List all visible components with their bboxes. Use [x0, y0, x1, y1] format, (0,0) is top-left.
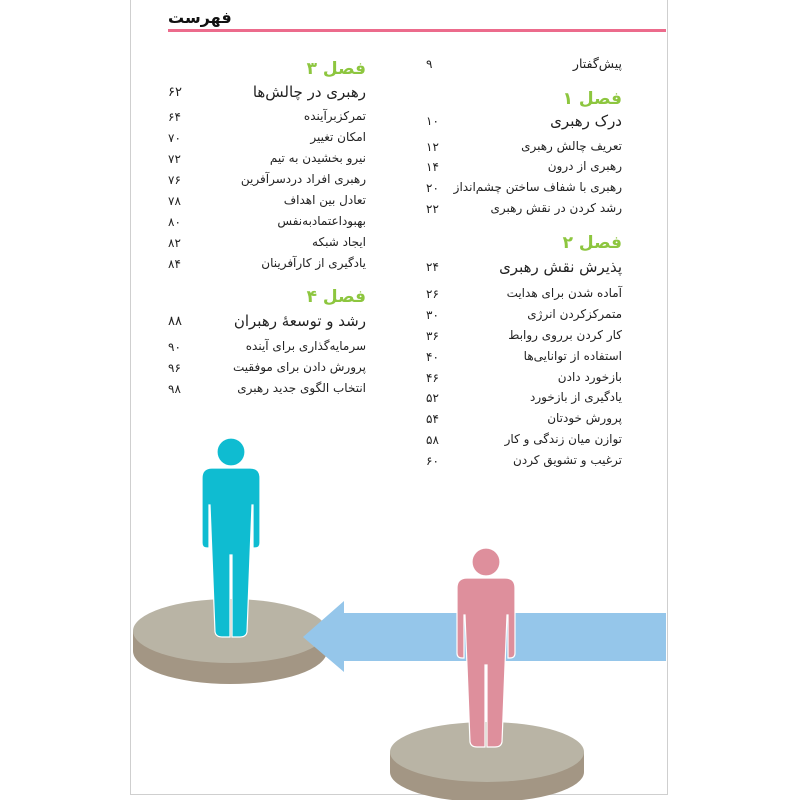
toc-chapter-title[interactable] — [440, 112, 622, 132]
toc-entry-label: ترغیب و تشویق کردن — [513, 453, 622, 467]
toc-entry-label: تعادل بین اهداف — [283, 193, 366, 207]
toc-entry-label: آماده شدن برای هدایت — [506, 286, 622, 300]
toc-page-number: ۶۲ — [168, 85, 182, 100]
toc-page-number: ۲۰ — [426, 181, 439, 195]
toc-page-number: ۹۸ — [168, 382, 181, 396]
toc-page-number: ۴۶ — [426, 371, 439, 385]
toc-entry[interactable] — [190, 109, 366, 129]
toc-chapter-title[interactable] — [440, 258, 622, 278]
toc-entry[interactable] — [190, 172, 366, 192]
toc-page-number: ۶۴ — [168, 110, 181, 124]
toc-entry[interactable] — [440, 307, 622, 327]
toc-page-number: ۴۰ — [426, 350, 439, 364]
toc-entry-label: یادگیری از کارآفرینان — [261, 256, 366, 270]
toc-entry[interactable] — [440, 390, 622, 410]
toc-entry-label: توازن میان زندگی و کار — [504, 432, 622, 446]
toc-page-number: ۲۲ — [426, 202, 439, 216]
toc-page-number: ۲۴ — [426, 260, 439, 274]
toc-page-number: ۵۴ — [426, 412, 439, 426]
toc-entry-label: سرمایه‌گذاری برای آینده — [245, 339, 366, 353]
toc-entry-label: یادگیری از بازخورد — [530, 390, 622, 404]
toc-entry[interactable] — [440, 286, 622, 306]
toc-page-number: ۹۶ — [168, 361, 181, 375]
toc-page-number: ۱۲ — [426, 140, 439, 154]
toc-page-number: ۲۶ — [426, 287, 439, 301]
toc-entry[interactable] — [440, 370, 622, 390]
toc-page-number: ۷۸ — [168, 194, 181, 208]
toc-entry-label: رهبری با شفاف ساختن چشم‌انداز — [453, 180, 622, 194]
toc-entry[interactable] — [440, 453, 622, 473]
toc-page-number: ۸۰ — [168, 215, 181, 229]
toc-chapter-title[interactable] — [190, 83, 366, 103]
toc-entry-preface[interactable] — [440, 56, 622, 76]
toc-entry-label: انتخاب الگوی جدید رهبری — [237, 381, 366, 395]
page-title: فهرست — [168, 8, 232, 27]
toc-page-number: ۳۶ — [426, 329, 439, 343]
toc-entry-label: پیش‌گفتار — [572, 56, 622, 71]
toc-entry[interactable] — [440, 411, 622, 431]
toc-entry[interactable] — [190, 381, 366, 401]
toc-entry[interactable] — [440, 349, 622, 369]
toc-entry[interactable] — [440, 201, 622, 221]
chapter-heading-2: فصل ۲ — [562, 233, 622, 253]
toc-entry[interactable] — [190, 256, 366, 276]
toc-page-number: ۹ — [426, 57, 433, 71]
toc-chapter-title[interactable] — [190, 312, 366, 332]
pink-person-icon — [457, 548, 515, 747]
toc-page-number: ۸۴ — [168, 257, 181, 271]
toc-page-number: ۸۸ — [168, 314, 182, 329]
toc-page-number: ۷۲ — [168, 152, 181, 166]
toc-entry-label: تعریف چالش رهبری — [521, 139, 622, 153]
toc-page-number: ۸۲ — [168, 236, 181, 250]
toc-entry-label: بهبوداعتمادبه‌نفس — [277, 214, 366, 228]
toc-entry[interactable] — [190, 339, 366, 359]
toc-entry-label: ایجاد شبکه — [312, 235, 366, 249]
toc-entry[interactable] — [440, 159, 622, 179]
toc-entry[interactable] — [190, 235, 366, 255]
toc-entry-label: رهبری افراد دردسرآفرین — [240, 172, 366, 186]
chapter-heading-3: فصل ۳ — [306, 59, 366, 79]
toc-entry[interactable] — [440, 432, 622, 452]
toc-entry[interactable] — [190, 360, 366, 380]
toc-page-number: ۷۰ — [168, 131, 181, 145]
toc-entry[interactable] — [190, 214, 366, 234]
toc-entry-label: بازخورد دادن — [557, 370, 622, 384]
toc-page-number: ۳۰ — [426, 308, 439, 322]
toc-entry-label: امکان تغییر — [310, 130, 366, 144]
toc-entry-label: نیرو بخشیدن به تیم — [269, 151, 366, 165]
toc-page-number: ۵۲ — [426, 391, 439, 405]
toc-entry-label: رهبری در چالش‌ها — [252, 83, 366, 101]
toc-entry-label: درک رهبری — [550, 112, 622, 130]
toc-entry-label: متمرکزکردن انرژی — [527, 307, 622, 321]
toc-entry[interactable] — [190, 193, 366, 213]
toc-entry[interactable] — [190, 151, 366, 171]
toc-page-number: ۷۶ — [168, 173, 181, 187]
toc-entry-label: پرورش دادن برای موفقیت — [232, 360, 366, 374]
toc-entry-label: پرورش خودتان — [547, 411, 622, 425]
toc-entry-label: رشد کردن در نقش رهبری — [490, 201, 622, 215]
toc-entry-label: پذیرش نقش رهبری — [499, 258, 622, 276]
toc-entry-label: کار کردن برروی روابط — [508, 328, 622, 342]
toc-page-number: ۶۰ — [426, 454, 439, 468]
toc-page-number: ۱۴ — [426, 160, 439, 174]
toc-entry[interactable] — [440, 328, 622, 348]
chapter-heading-4: فصل ۴ — [306, 287, 366, 307]
toc-entry[interactable] — [440, 180, 622, 200]
toc-entry-label: رشد و توسعهٔ رهبران — [233, 312, 366, 330]
toc-page-number: ۹۰ — [168, 340, 181, 354]
toc-entry[interactable] — [190, 130, 366, 150]
toc-entry-label: رهبری از درون — [547, 159, 622, 173]
chapter-heading-1: فصل ۱ — [562, 89, 622, 109]
toc-entry-label: تمرکزبرآینده — [303, 109, 366, 123]
toc-entry-label: استفاده از توانایی‌ها — [523, 349, 622, 363]
toc-entry[interactable] — [440, 139, 622, 159]
toc-page-number: ۱۰ — [426, 114, 439, 128]
toc-page-number: ۵۸ — [426, 433, 439, 447]
